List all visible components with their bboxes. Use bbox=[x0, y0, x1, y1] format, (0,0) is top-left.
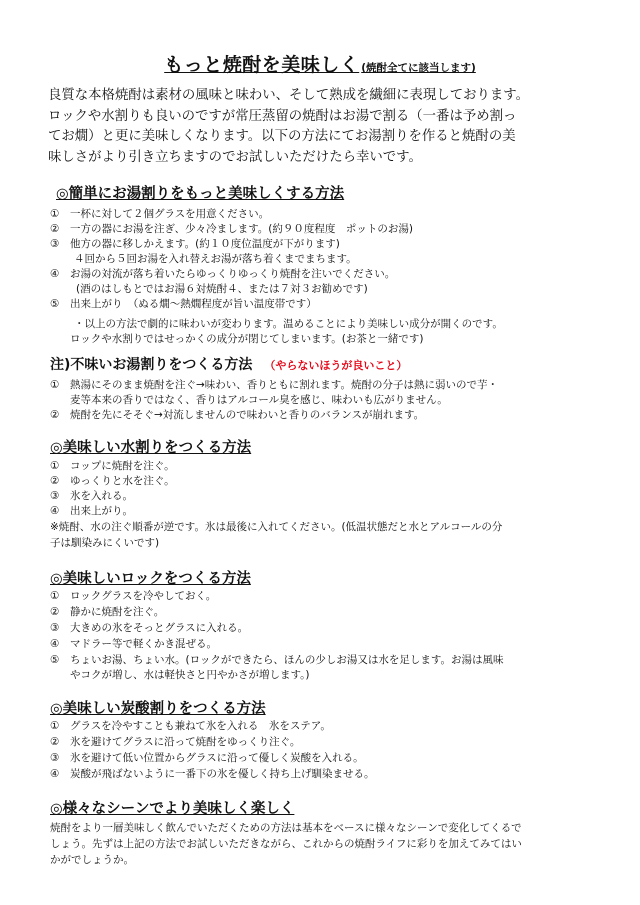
list-item bbox=[50, 222, 413, 237]
paragraph-line: 焼酎をより一層美味しく飲んでいただくための方法は基本をベースに様々なシーンで変化してくるで bbox=[50, 822, 522, 834]
item-text: ロックグラスを冷やしておく。 bbox=[70, 590, 217, 602]
intro-line: 良質な本格焼酎は素材の風味と味わい、そして熟成を繊細に表現しております。 bbox=[48, 88, 529, 103]
item-text: ちょいお湯、ちょい水。(ロックができたら、ほんの少しお湯又は水を足します。お湯は風味 bbox=[70, 654, 504, 666]
item-text: ゆっくりと水を注ぐ。 bbox=[70, 475, 175, 487]
list-item bbox=[50, 589, 216, 604]
list-item bbox=[50, 408, 424, 423]
list-item bbox=[50, 751, 364, 766]
intro-line: ロックや水割りも良いのですが常圧蒸留の焼酎はお湯で割る（一番は予め割っ bbox=[48, 108, 517, 124]
item-number: ① bbox=[50, 379, 60, 391]
list-item bbox=[50, 767, 375, 782]
intro-line: 味しさがより引き立ちますのでお試しいただけたら幸いです。 bbox=[48, 149, 422, 165]
item-text: 熱湯にそのまま焼酎を注ぐ→味わい、香りともに割れます。焼酎の分子は熱に弱いので芋・ bbox=[70, 379, 498, 391]
item-text: 一杯に対して２個グラスを用意ください。 bbox=[70, 208, 270, 220]
item-number: ② bbox=[50, 223, 60, 235]
title-main: もっと焼酎を美味しく bbox=[164, 54, 360, 76]
item-text: 氷を避けて低い位置からグラスに沿って優しく炭酸を入れる。 bbox=[70, 752, 364, 764]
item-text: やコクが増し、水は軽快さと円やかさが増します。) bbox=[70, 669, 310, 681]
title-sub: (焼酎全てに該当します) bbox=[361, 62, 476, 74]
list-item bbox=[50, 237, 340, 252]
section4-heading: ◎美味しいロックをつくる方法 bbox=[50, 571, 251, 587]
item-number: ① bbox=[50, 460, 60, 472]
item-text: 出来上がり。 bbox=[70, 505, 133, 517]
section6-heading: ◎様々なシーンでより美味しく楽しく bbox=[50, 801, 295, 817]
note-line: ・以上の方法で劇的に味わいが変わります。温めることにより美味しい成分が開くのです。 bbox=[74, 318, 503, 330]
item-number: ⑤ bbox=[50, 654, 60, 666]
note-line: ロックや水割りではせっかくの成分が閉じてしまいます。(お茶と一緒です) bbox=[70, 333, 424, 345]
item-text: 他方の器に移しかえます。(約１０度位温度が下がります) bbox=[70, 238, 340, 250]
note-line: 子は馴染みにくいです) bbox=[50, 537, 160, 549]
list-item bbox=[50, 207, 269, 222]
item-number: ① bbox=[50, 720, 60, 732]
item-text: 炭酸が飛ばないように一番下の氷を優しく持ち上げ馴染ませる。 bbox=[70, 768, 375, 780]
section2-heading bbox=[50, 354, 407, 374]
item-number: ④ bbox=[50, 268, 60, 280]
intro-line: てお燗）と更に美味しくなります。以下の方法にてお湯割りを作ると焼酎の美 bbox=[48, 129, 516, 144]
list-item-continuation bbox=[70, 668, 310, 683]
item-text: ４回から５回お湯を入れ替えお湯が落ち着くまでまちます。 bbox=[74, 253, 357, 265]
item-text: 大きめの氷をそっとグラスに入れる。 bbox=[70, 622, 249, 634]
section1-heading: ◎簡単にお湯割りをもっと美味しくする方法 bbox=[56, 186, 345, 202]
item-text: 麦等本来の香りではなく、香りはアルコール臭を感じ、味わいも広がりません。 bbox=[70, 394, 448, 406]
list-item bbox=[50, 474, 175, 489]
item-number: ④ bbox=[50, 768, 60, 780]
list-item-continuation bbox=[76, 282, 368, 297]
list-item bbox=[50, 621, 248, 636]
list-item bbox=[50, 719, 331, 734]
item-number: ④ bbox=[50, 505, 60, 517]
item-number: ② bbox=[50, 736, 60, 748]
section3-heading: ◎美味しい水割りをつくる方法 bbox=[50, 440, 252, 456]
item-number: ④ bbox=[50, 638, 60, 650]
page-title bbox=[0, 50, 640, 77]
list-item bbox=[50, 653, 504, 668]
item-text: お湯の対流が落ち着いたらゆっくりゆっくり焼酎を注いでください。 bbox=[70, 268, 396, 280]
intro-paragraph bbox=[48, 86, 608, 168]
list-item bbox=[50, 637, 217, 652]
item-number: ③ bbox=[50, 752, 60, 764]
item-text: グラスを冷やすことも兼ねて氷を入れる 氷をステア。 bbox=[70, 720, 331, 732]
item-text: 焼酎を先にそそぐ→対流しませんので味わいと香りのバランスが崩れます。 bbox=[70, 409, 425, 421]
item-number: ② bbox=[50, 409, 60, 421]
paragraph-line: かがでしょうか。 bbox=[50, 854, 134, 866]
item-text: 静かに焼酎を注ぐ。 bbox=[70, 606, 165, 618]
list-item bbox=[50, 504, 133, 519]
item-text: (酒のはしもとではお湯６対焼酎４、または７対３お勧めです) bbox=[76, 283, 368, 295]
item-text: コップに焼酎を注ぐ。 bbox=[70, 460, 175, 472]
list-item bbox=[50, 267, 395, 282]
warning-label: （やらないほうが良いこと） bbox=[264, 359, 408, 372]
item-number: ① bbox=[50, 208, 60, 220]
item-number: ③ bbox=[50, 490, 60, 502]
section2-title: 注)不味いお湯割りをつくる方法 bbox=[50, 357, 253, 373]
item-number: ③ bbox=[50, 238, 60, 250]
item-text: 氷を入れる。 bbox=[70, 490, 133, 502]
item-text: 一方の器にお湯を注ぎ、少々冷まします。(約９０度程度 ポットのお湯) bbox=[70, 223, 413, 235]
list-item bbox=[50, 297, 317, 312]
item-number: ③ bbox=[50, 622, 60, 634]
item-number: ② bbox=[50, 475, 60, 487]
note-line: ※焼酎、水の注ぐ順番が逆です。氷は最後に入れてください。(低温状態だと水とアルコールの分 bbox=[50, 521, 503, 533]
section5-heading: ◎美味しい炭酸割りをつくる方法 bbox=[50, 701, 266, 717]
list-item-continuation bbox=[70, 393, 448, 408]
list-item bbox=[50, 605, 164, 620]
list-item bbox=[50, 459, 175, 474]
item-number: ⑤ bbox=[50, 298, 60, 310]
item-number: ② bbox=[50, 606, 60, 618]
list-item bbox=[50, 378, 498, 393]
paragraph-line: しょう。先ずは上記の方法でお試しいただきながら、これからの焼酎ライフに彩りを加えてみてはい bbox=[50, 838, 522, 850]
list-item bbox=[50, 735, 300, 750]
list-item bbox=[50, 489, 133, 504]
list-item-continuation bbox=[74, 252, 357, 267]
item-text: マドラー等で軽くかき混ぜる。 bbox=[70, 638, 217, 650]
item-number: ① bbox=[50, 590, 60, 602]
item-text: 出来上がり （ぬる燗～熱燗程度が旨い温度帯です） bbox=[70, 298, 317, 310]
item-text: 氷を避けてグラスに沿って焼酎をゆっくり注ぐ。 bbox=[70, 736, 301, 748]
